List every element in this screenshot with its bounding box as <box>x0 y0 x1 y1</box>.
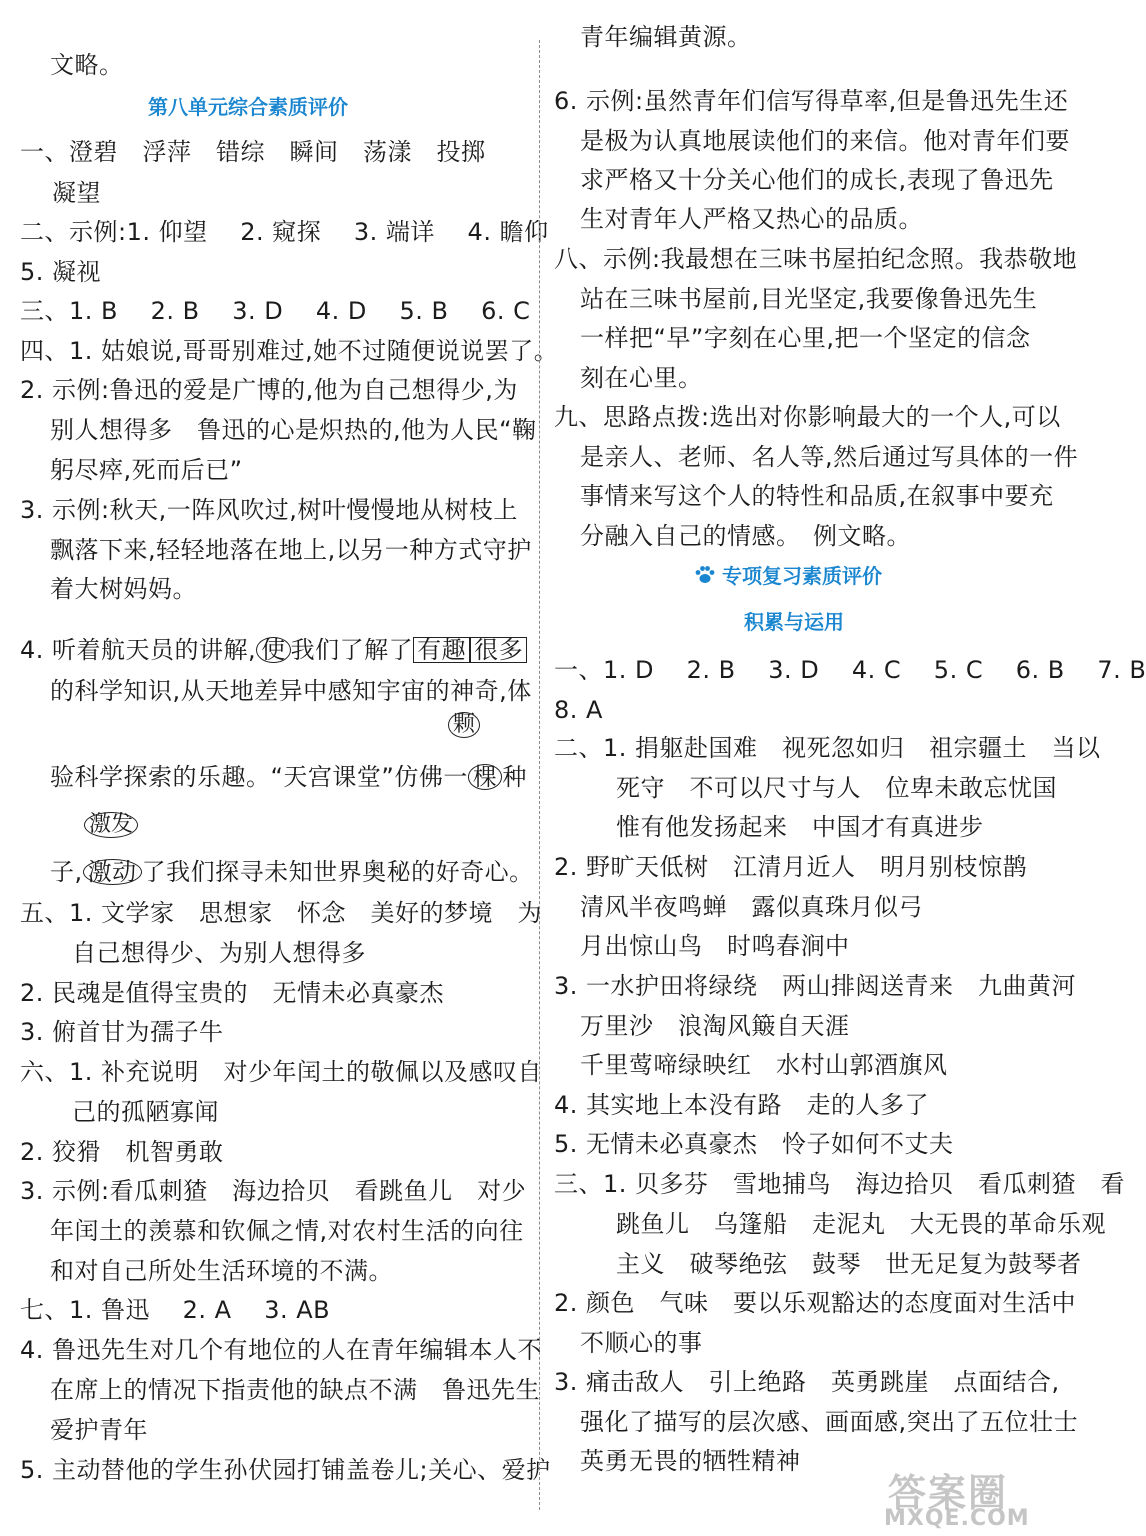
text-line: 3. 示例:看瓜刺猹 海边拾贝 看跳鱼儿 对少 <box>20 1177 527 1205</box>
text-line: 3. 俯首甘为孺子牛 <box>20 1018 224 1046</box>
subsection-heading: 积累与运用 <box>744 610 844 634</box>
text-line: 在席上的情况下指责他的缺点不满 鲁迅先生 <box>50 1376 540 1404</box>
column-divider <box>539 40 540 1510</box>
text-line: 站在三味书屋前,目光坚定,我要像鲁迅先生 <box>580 285 1038 313</box>
watermark-url: MXQE.COM <box>884 1506 1030 1531</box>
text-line: 2. 狡猾 机智勇敢 <box>20 1138 224 1166</box>
section-heading-unit8: 第八单元综合素质评价 <box>148 95 348 119</box>
text-line: 2. 民魂是值得宝贵的 无情未必真豪杰 <box>20 979 445 1007</box>
text-line: 6. 示例:虽然青年们信写得草率,但是鲁迅先生还 <box>554 87 1069 115</box>
circled-word: 激发 <box>84 812 138 838</box>
text-line: 三、1. B 2. B 3. D 4. D 5. B 6. C <box>20 297 531 325</box>
text-segment: 4. 听着航天员的讲解, <box>20 636 257 664</box>
text-line: 5. 主动替他的学生孙伏园打铺盖卷儿;关心、爱护 <box>20 1456 551 1484</box>
text-line: 文略。 <box>50 51 124 79</box>
text-line: 跳鱼儿 乌篷船 走泥丸 大无畏的革命乐观 <box>616 1210 1106 1238</box>
text-line: 飘落下来,轻轻地落在地上,以另一种方式守护 <box>50 536 532 564</box>
text-line: 2. 颜色 气味 要以乐观豁达的态度面对生活中 <box>554 1289 1077 1317</box>
text-line: 千里莺啼绿映红 水村山郭酒旗风 <box>580 1051 948 1079</box>
text-line: 五、1. 文学家 思想家 怀念 美好的梦境 为 <box>20 899 543 927</box>
text-line: 己的孤陋寡闻 <box>72 1098 219 1126</box>
paw-icon <box>694 565 716 585</box>
text-line: 一、1. D 2. B 3. D 4. C 5. C 6. B 7. B <box>554 656 1146 684</box>
text-line: 爱护青年 <box>50 1416 148 1444</box>
text-line: 万里沙 浪淘风簸自天涯 <box>580 1012 850 1040</box>
text-line: 3. 一水护田将绿绕 两山排闼送青来 九曲黄河 <box>554 972 1077 1000</box>
text-line: 生对青年人严格又热心的品质。 <box>580 205 923 233</box>
circled-word: 使 <box>256 637 291 663</box>
text-line: 月出惊山鸟 时鸣春涧中 <box>580 932 850 960</box>
text-line: 九、思路点拨:选出对你影响最大的一个人,可以 <box>554 403 1061 431</box>
text-line: 4. 鲁迅先生对几个有地位的人在青年编辑本人不 <box>20 1336 543 1364</box>
correction-insert <box>448 712 480 738</box>
text-line: 躬尽瘁,死而后已” <box>50 456 243 484</box>
boxed-word: 很多 <box>470 637 527 663</box>
section-heading-review <box>694 563 882 589</box>
text-line: 自己想得少、为别人想得多 <box>72 939 366 967</box>
text-line: 英勇无畏的牺牲精神 <box>580 1447 801 1475</box>
text-line: 别人想得多 鲁迅的心是炽热的,他为人民“鞠 <box>50 416 537 444</box>
text-segment: 种 <box>502 763 527 791</box>
text-line: 4. 其实地上本没有路 走的人多了 <box>554 1091 930 1119</box>
text-line: 3. 痛击敌人 引上绝路 英勇跳崖 点面结合, <box>554 1368 1060 1396</box>
text-segment: 我们了解了 <box>290 636 414 664</box>
text-line: 青年编辑黄源。 <box>580 23 752 51</box>
text-line: 三、1. 贝多芬 雪地捕鸟 海边拾贝 看瓜刺猹 看 <box>554 1170 1126 1198</box>
text-line: 刻在心里。 <box>580 364 703 392</box>
text-line: 一、澄碧 浮萍 错综 瞬间 荡漾 投掷 <box>20 138 486 166</box>
correction-insert <box>84 812 138 838</box>
text-line: 是极为认真地展读他们的来信。他对青年们要 <box>580 127 1070 155</box>
text-line: 二、1. 捐躯赴国难 视死忽如归 祖宗疆土 当以 <box>554 734 1101 762</box>
text-line: 2. 野旷天低树 江清月近人 明月别枝惊鹊 <box>554 853 1028 881</box>
text-line: 3. 示例:秋天,一阵风吹过,树叶慢慢地从树枝上 <box>20 496 518 524</box>
text-line: 八、示例:我最想在三味书屋拍纪念照。我恭敬地 <box>554 245 1078 273</box>
text-segment: 验科学探索的乐趣。“天宫课堂”仿佛一 <box>50 763 468 791</box>
text-segment: 子, <box>50 858 83 886</box>
text-line: 和对自己所处生活环境的不满。 <box>50 1257 393 1285</box>
text-line: 凝望 <box>52 179 101 207</box>
text-line: 死守 不可以尺寸与人 位卑未敢忘忧国 <box>616 774 1057 802</box>
text-line: 8. A <box>554 696 603 724</box>
circled-word: 棵 <box>468 764 503 790</box>
correction-line <box>50 762 527 792</box>
text-line: 5. 凝视 <box>20 258 102 286</box>
text-line: 5. 无情未必真豪杰 怜子如何不丈夫 <box>554 1130 954 1158</box>
text-line: 惟有他发扬起来 中国才有真进步 <box>616 813 984 841</box>
text-line: 事情来写这个人的特性和品质,在叙事中要充 <box>580 482 1054 510</box>
text-line: 强化了描写的层次感、画面感,突出了五位壮士 <box>580 1408 1079 1436</box>
circled-word: 颗 <box>448 712 480 738</box>
text-segment: 了我们探寻未知世界奥秘的好奇心。 <box>141 858 534 886</box>
text-line: 六、1. 补充说明 对少年闰土的敬佩以及感叹自 <box>20 1058 543 1086</box>
text-line: 一样把“早”字刻在心里,把一个坚定的信念 <box>580 324 1031 352</box>
text-line: 二、示例:1. 仰望 2. 窥探 3. 端详 4. 瞻仰 <box>20 218 549 246</box>
correction-line <box>20 635 527 665</box>
text-line: 年闰土的羡慕和钦佩之情,对农村生活的向往 <box>50 1217 524 1245</box>
text-line: 不顺心的事 <box>580 1329 703 1357</box>
text-line: 七、1. 鲁迅 2. A 3. AB <box>20 1296 331 1324</box>
circled-word: 激动 <box>83 859 142 885</box>
heading-text: 专项复习素质评价 <box>722 564 882 588</box>
text-line: 主义 破琴绝弦 鼓琴 世无足复为鼓琴者 <box>616 1250 1082 1278</box>
boxed-word: 有趣 <box>413 637 470 663</box>
text-line: 分融入自己的情感。 例文略。 <box>580 522 911 550</box>
text-line: 求严格又十分关心他们的成长,表现了鲁迅先 <box>580 166 1054 194</box>
correction-line <box>50 857 534 887</box>
watermark-text: 答案圈 <box>888 1471 1009 1515</box>
text-line: 2. 示例:鲁迅的爱是广博的,他为自己想得少,为 <box>20 376 518 404</box>
text-line: 四、1. 姑娘说,哥哥别难过,她不过随便说说罢了。 <box>20 337 559 365</box>
text-line: 清风半夜鸣蝉 露似真珠月似弓 <box>580 893 923 921</box>
text-line: 着大树妈妈。 <box>50 575 197 603</box>
text-line: 是亲人、老师、名人等,然后通过写具体的一件 <box>580 443 1079 471</box>
watermark <box>878 1462 1053 1532</box>
text-line: 的科学知识,从天地差异中感知宇宙的神奇,体 <box>50 677 532 705</box>
